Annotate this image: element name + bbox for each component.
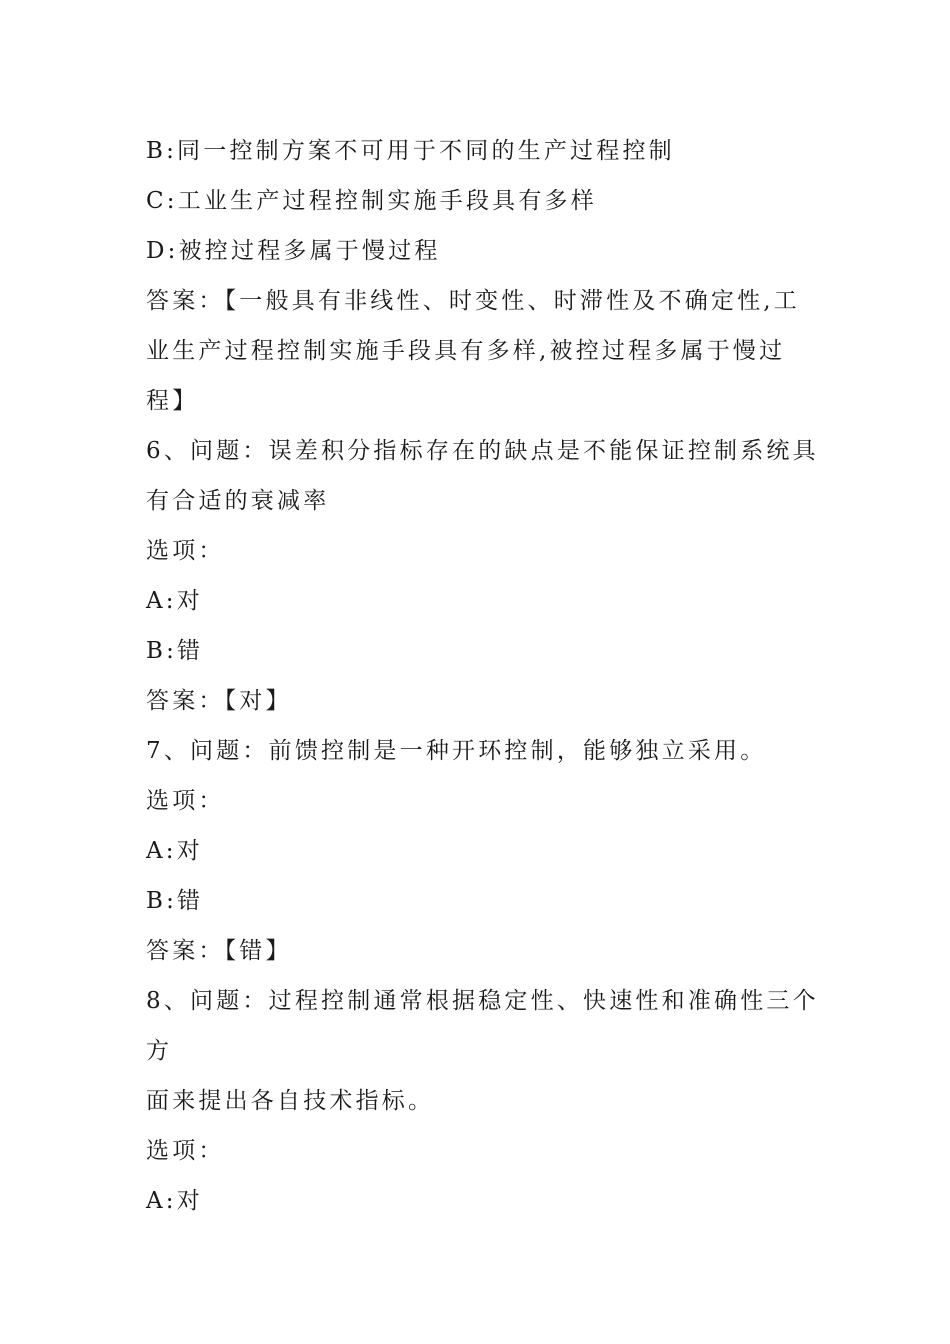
answer-q6: 答案：【对】 [146, 688, 292, 714]
option-a-q6: A:对 [146, 588, 203, 614]
options-label-q6: 选项： [146, 538, 225, 564]
answer-q5-line1: 答案：【一般具有非线性、时变性、时滞性及不确定性,工 [146, 288, 801, 314]
question-8-line2: 方 [146, 1038, 173, 1064]
option-a-q7: A:对 [146, 838, 203, 864]
question-8-line3: 面来提出各自技术指标。 [146, 1088, 435, 1114]
option-b-q5: B:同一控制方案不可用于不同的生产过程控制 [146, 138, 675, 164]
answer-q5-line2: 业生产过程控制实施手段具有多样,被控过程多属于慢过 [146, 338, 786, 364]
options-label-q7: 选项： [146, 788, 225, 814]
option-b-q6: B:错 [146, 638, 204, 664]
question-6-line2: 有合适的衰减率 [146, 488, 330, 514]
answer-q5-line3: 程】 [146, 388, 199, 414]
options-label-q8: 选项： [146, 1138, 225, 1164]
option-c-q5: C:工业生产过程控制实施手段具有多样 [146, 188, 597, 214]
question-6-line1: 6、问题：误差积分指标存在的缺点是不能保证控制系统具 [146, 438, 819, 464]
question-7: 7、问题：前馈控制是一种开环控制，能够独立采用。 [146, 738, 767, 764]
answer-q7: 答案：【错】 [146, 938, 292, 964]
option-d-q5: D:被控过程多属于慢过程 [146, 238, 441, 264]
option-a-q8: A:对 [146, 1188, 203, 1214]
question-8-line1: 8、问题：过程控制通常根据稳定性、快速性和准确性三个 [146, 988, 819, 1014]
option-b-q7: B:错 [146, 888, 204, 914]
